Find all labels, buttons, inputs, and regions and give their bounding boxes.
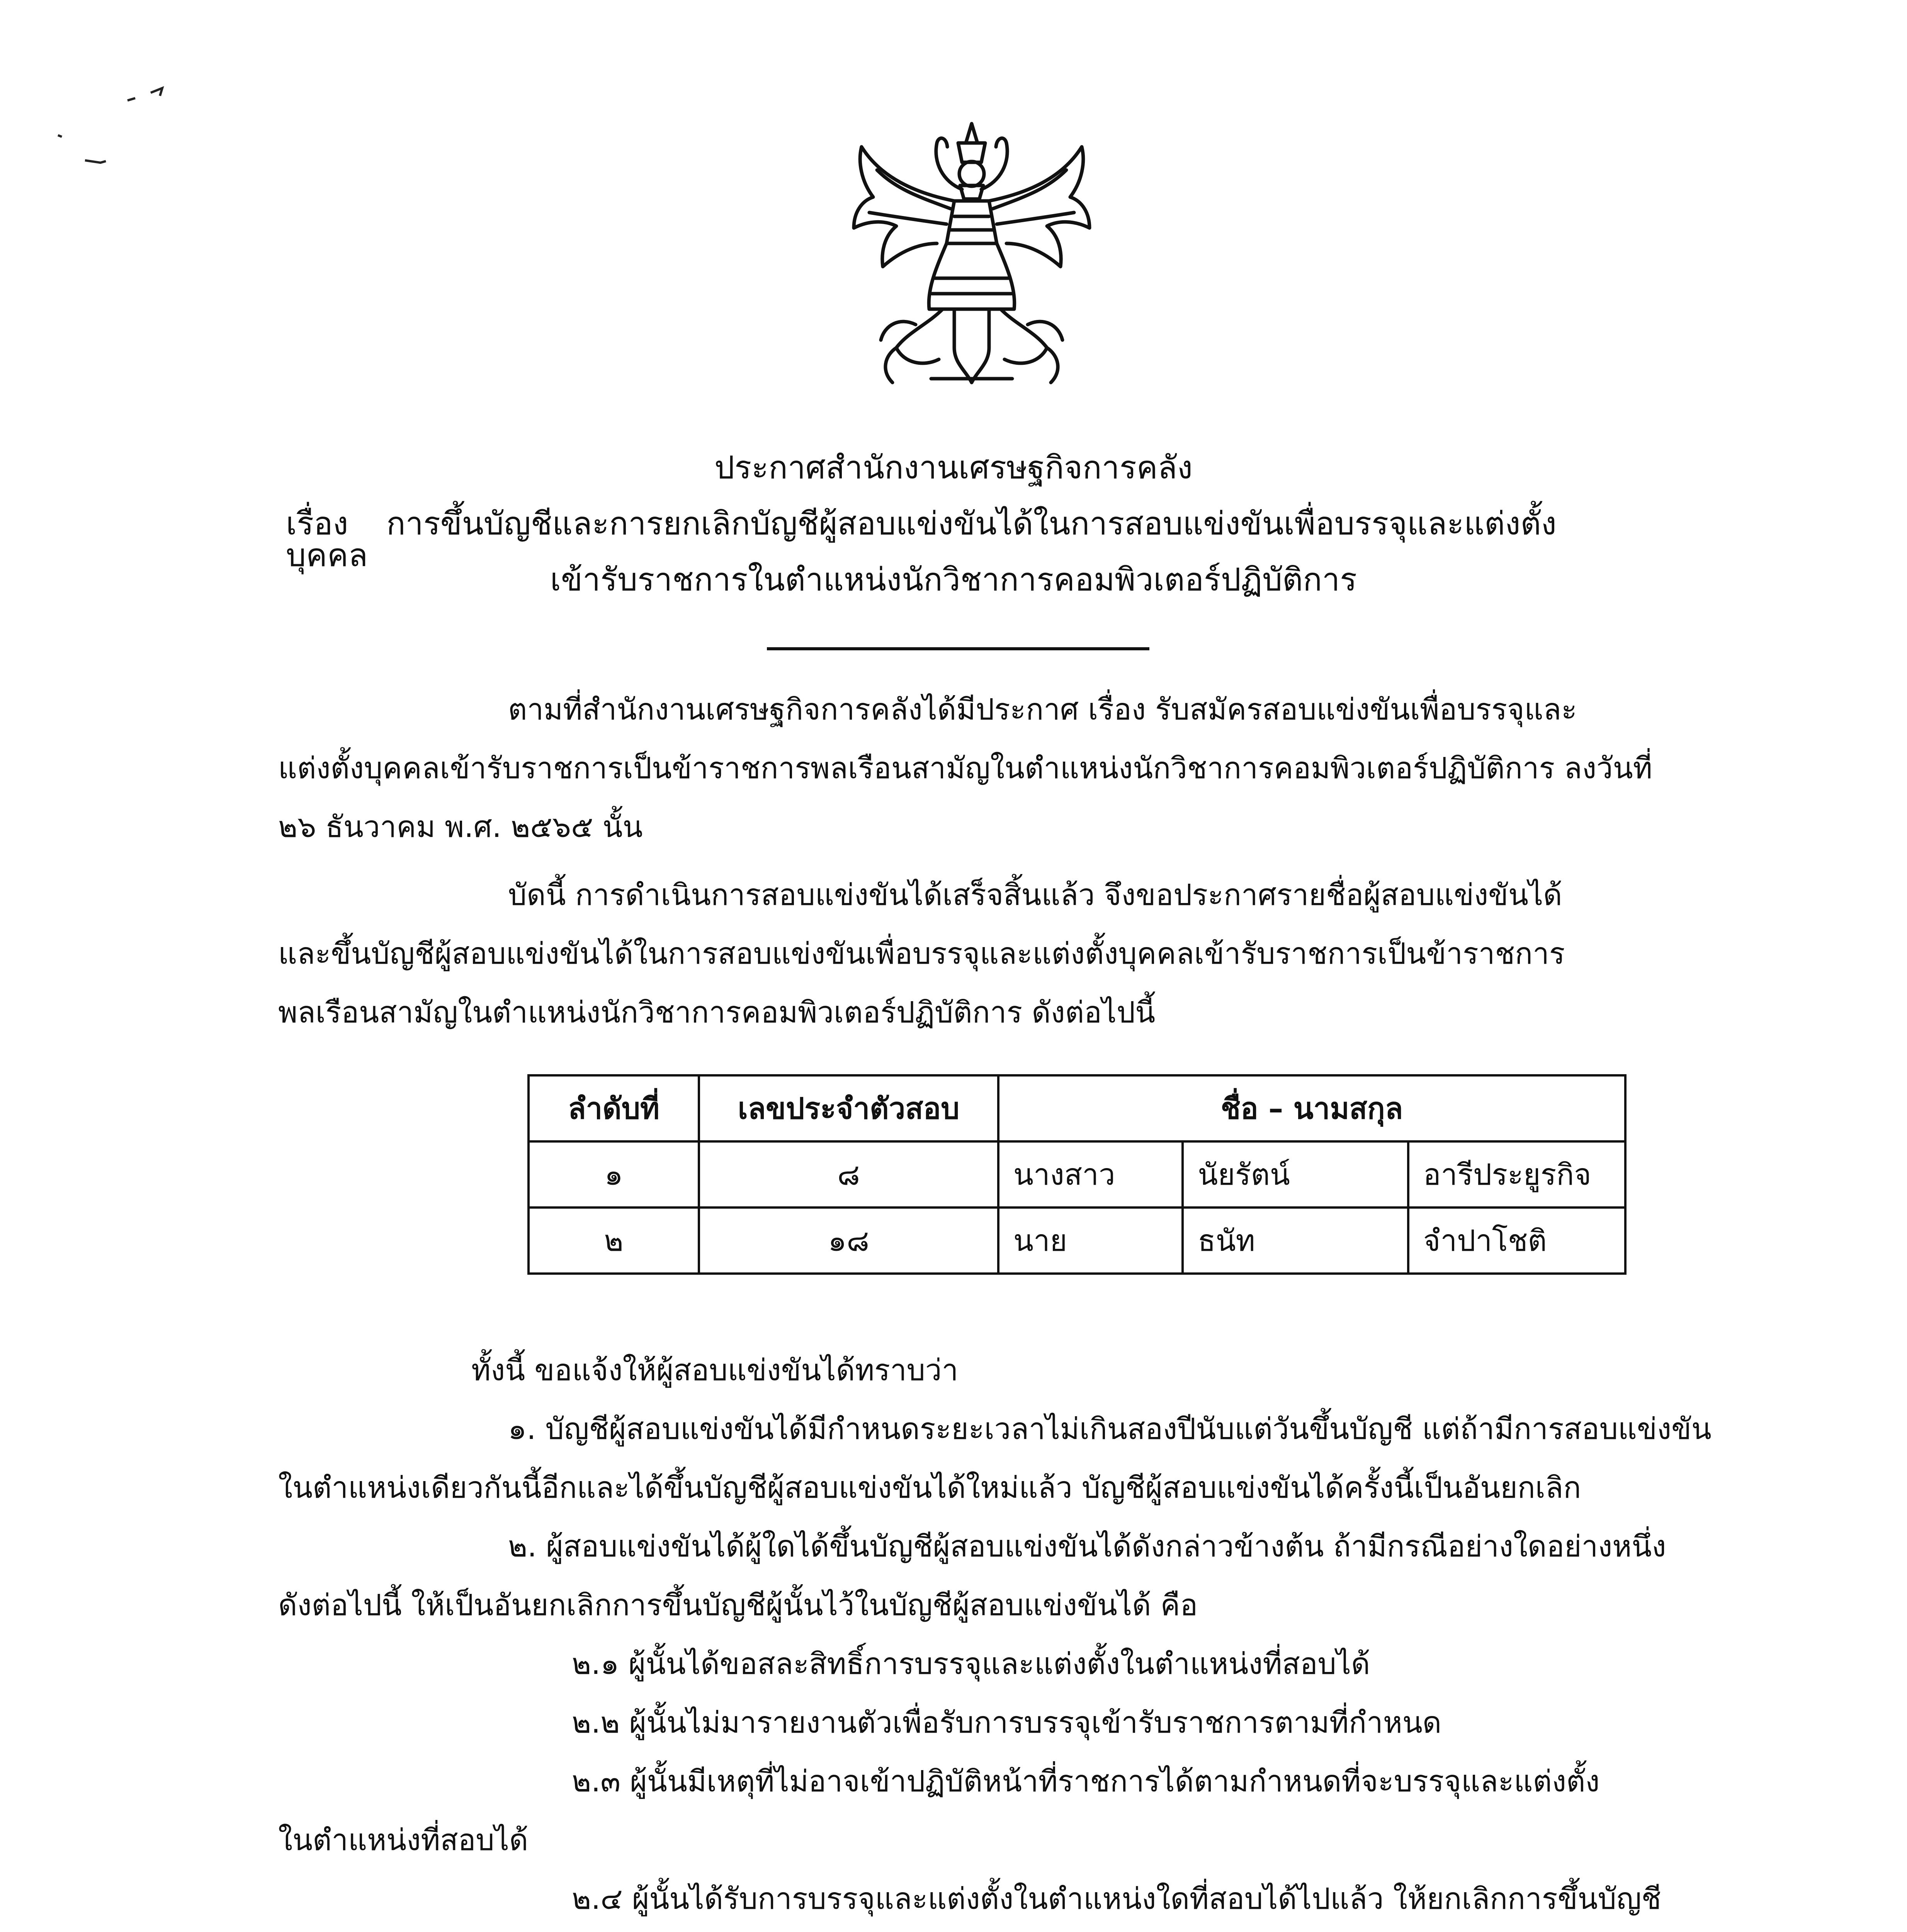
scan-specks [35, 77, 197, 178]
row-exam-id: ๘ [699, 1141, 998, 1208]
header-order: ลำดับที่ [529, 1075, 699, 1141]
table-row [529, 1141, 1625, 1208]
row-prefix: นาย [998, 1208, 1183, 1274]
paragraph-2 [278, 866, 1739, 1042]
subject-line-1: การขึ้นบัญชีและการยกเลิกบัญชีผู้สอบแข่งขันได้ในการสอบแข่งขันเพื่อบรรจุและแต่งตั้งบุคคล [286, 505, 1557, 574]
row-first-name: ธนัท [1183, 1208, 1408, 1274]
notes-section [278, 1341, 1739, 1932]
garuda-emblem [838, 116, 1105, 394]
paragraph-2-line: บัดนี้ การดำเนินการสอบแข่งขันได้เสร็จสิ้นแล้ว จึงขอประกาศรายชื่อผู้สอบแข่งขันได้ [508, 878, 1562, 912]
row-order: ๑ [529, 1141, 699, 1208]
paragraph-2-line: พลเรือนสามัญในตำแหน่งนักวิชาการคอมพิวเตอร์ปฏิบัติการ ดังต่อไปนี้ [278, 995, 1156, 1029]
note-item-2-1: ๒.๑ ผู้นั้นได้ขอสละสิทธิ์การบรรจุและแต่งตั้งในตำแหน่งที่สอบได้ [572, 1646, 1370, 1681]
note-item-2-2: ๒.๒ ผู้นั้นไม่มารายงานตัวเพื่อรับการบรรจุเข้ารับราชการตามที่กำหนด [572, 1705, 1442, 1740]
paragraph-1-line: ตามที่สำนักงานเศรษฐกิจการคลังได้มีประกาศ เรื่อง รับสมัครสอบแข่งขันเพื่อบรรจุและ [508, 692, 1577, 726]
note-item-2-4-cont [278, 1928, 1739, 1932]
results-table [527, 1074, 1627, 1275]
header-name: ชื่อ – นามสกุล [998, 1075, 1625, 1141]
notes-intro: ทั้งนี้ ขอแจ้งให้ผู้สอบแข่งขันได้ทราบว่า [471, 1353, 959, 1387]
row-exam-id: ๑๘ [699, 1208, 998, 1274]
row-last-name: จำปาโชติ [1408, 1208, 1625, 1274]
paragraph-1-line: ๒๖ ธันวาคม พ.ศ. ๒๕๖๕ นั้น [278, 810, 643, 844]
row-first-name: นัยรัตน์ [1183, 1141, 1408, 1208]
paragraph-2-line: และขึ้นบัญชีผู้สอบแข่งขันได้ในการสอบแข่งขันเพื่อบรรจุและแต่งตั้งบุคคลเข้ารับราชการเป็นข้าราชการ [278, 936, 1565, 971]
paragraph-1 [278, 680, 1739, 856]
note-item-2-cont: ดังต่อไปนี้ ให้เป็นอันยกเลิกการขึ้นบัญชีผู้นั้นไว้ในบัญชีผู้สอบแข่งขันได้ คือ [278, 1588, 1198, 1622]
announcement-title: ประกาศสำนักงานเศรษฐกิจการคลัง [714, 449, 1193, 486]
row-last-name: อารีประยูรกิจ [1408, 1141, 1625, 1208]
note-item-2-3-cont: ในตำแหน่งที่สอบได้ [278, 1823, 529, 1857]
note-item-1: ๑. บัญชีผู้สอบแข่งขันได้มีกำหนดระยะเวลาไม่เกินสองปีนับแต่วันขึ้นบัญชี แต่ถ้ามีการสอบแข่งขัน [508, 1412, 1712, 1446]
subject-label: เรื่อง [286, 505, 348, 542]
table-header-row [529, 1075, 1625, 1141]
paragraph-1-line: แต่งตั้งบุคคลเข้ารับราชการเป็นข้าราชการพลเรือนสามัญในตำแหน่งนักวิชาการคอมพิวเตอร์ปฏิบัติการ ลงวันที่ [278, 751, 1652, 785]
table-row [529, 1208, 1625, 1274]
note-item-2-4: ๒.๔ ผู้นั้นได้รับการบรรจุและแต่งตั้งในตำแหน่งใดที่สอบได้ไปแล้ว ให้ยกเลิกการขึ้นบัญชี [572, 1881, 1662, 1916]
note-item-2: ๒. ผู้สอบแข่งขันได้ผู้ใดได้ขึ้นบัญชีผู้สอบแข่งขันได้ดังกล่าวข้างต้น ถ้ามีกรณีอย่างใดอย่างหนึ่ง [508, 1529, 1666, 1563]
subject-line-2: เข้ารับราชการในตำแหน่งนักวิชาการคอมพิวเตอร์ปฏิบัติการ [550, 561, 1357, 598]
row-order: ๒ [529, 1208, 699, 1274]
header-exam-id: เลขประจำตัวสอบ [699, 1075, 998, 1141]
note-item-1-cont: ในตำแหน่งเดียวกันนี้อีกและได้ขึ้นบัญชีผู้สอบแข่งขันได้ใหม่แล้ว บัญชีผู้สอบแข่งขันได้ครั้งนี้เป็นอันยกเลิก [278, 1470, 1581, 1505]
note-item-2-3: ๒.๓ ผู้นั้นมีเหตุที่ไม่อาจเข้าปฏิบัติหน้าที่ราชการได้ตามกำหนดที่จะบรรจุและแต่งตั้ง [572, 1764, 1600, 1798]
row-prefix: นางสาว [998, 1141, 1183, 1208]
title-divider [767, 647, 1149, 650]
